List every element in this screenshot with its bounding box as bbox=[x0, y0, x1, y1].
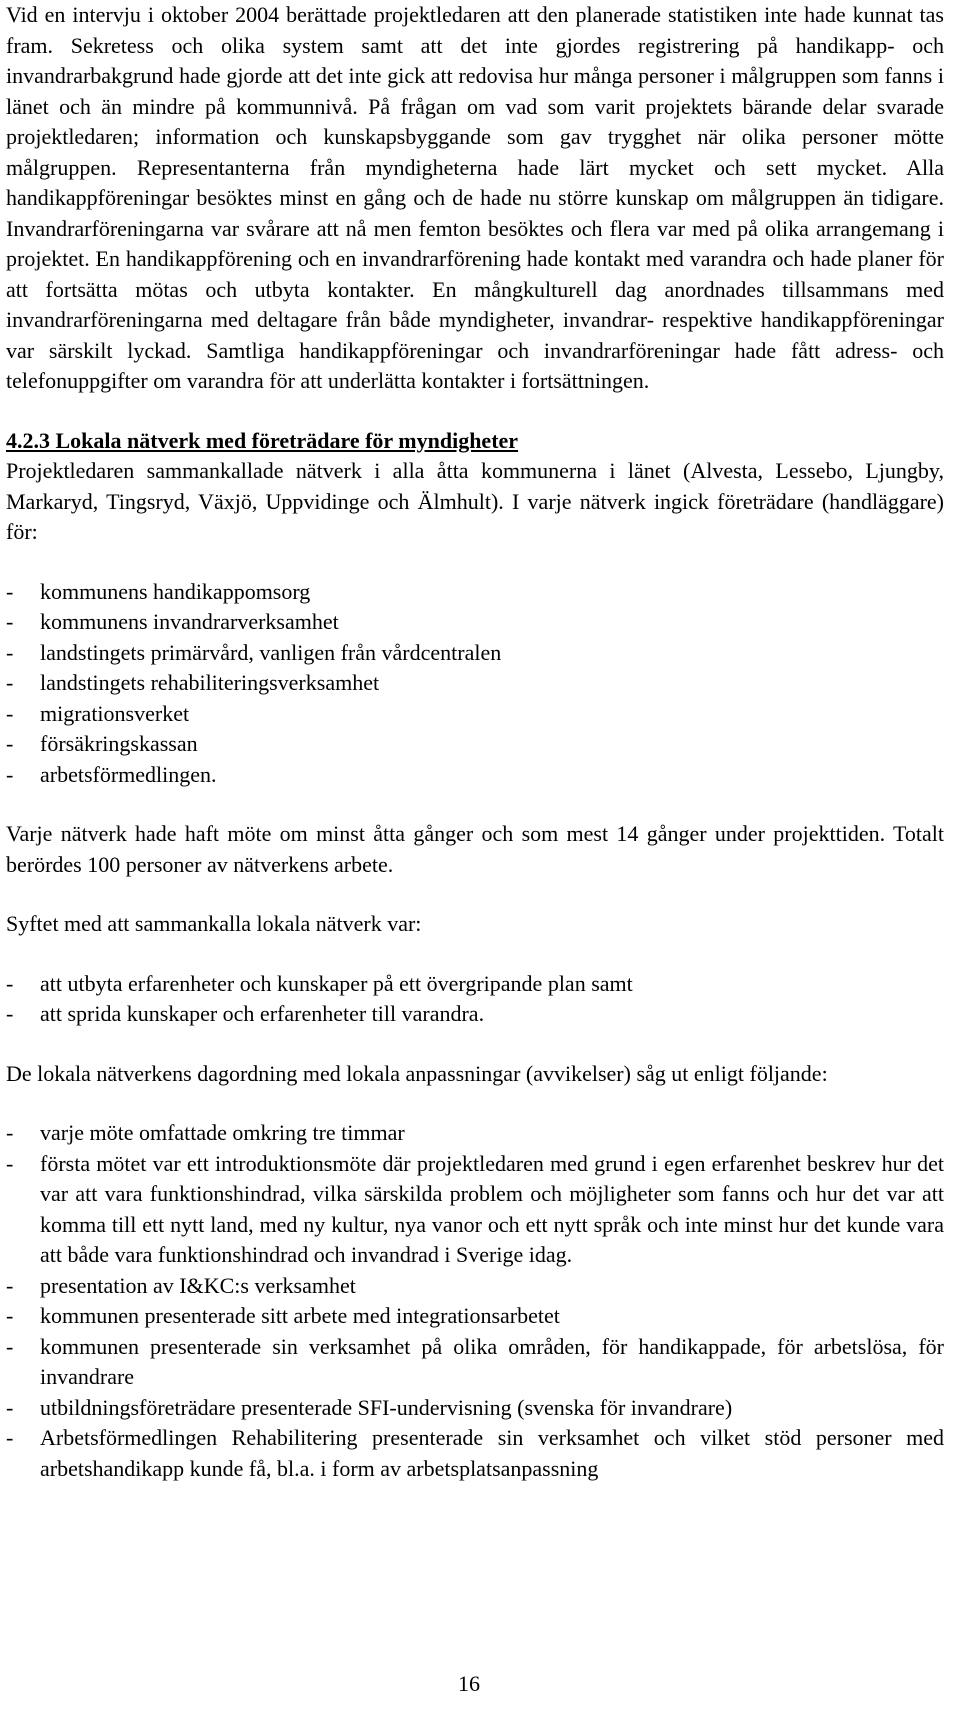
list-item: - kommunens invandrarverksamhet bbox=[6, 609, 339, 634]
list-item: - kommunen presenterade sitt arbete med integrationsarbetet bbox=[6, 1303, 560, 1328]
list-item: - kommunens handikappomsorg bbox=[6, 578, 311, 604]
list-item: - migrationsverket bbox=[6, 700, 190, 726]
list-item: - att utbyta erfarenheter och kunskaper på ett övergripande plan samt bbox=[6, 970, 633, 996]
list-item: - att sprida kunskaper och erfarenheter till varandra. bbox=[6, 1001, 485, 1026]
section-intro: Projektledaren sammankallade nätverk i alla åtta kommunerna i länet (Alvesta, Lessebo, Ljungby, Markaryd, Tingsryd, Växjö, Uppvidinge och Älmhult). I varje nätverk ingick företrädare (handläggare) för: bbox=[6, 458, 944, 544]
list-item: - arbetsförmedlingen. bbox=[6, 761, 217, 787]
purpose-list bbox=[6, 969, 944, 1030]
document-page bbox=[6, 0, 944, 1484]
list-item: - utbildningsföreträdare presenterade SFI-undervisning (svenska för invandrare) bbox=[6, 1394, 733, 1420]
section-title: 4.2.3 Lokala nätverk med företrädare för myndigheter bbox=[6, 427, 519, 453]
list-item: - landstingets rehabiliteringsverksamhet bbox=[6, 670, 380, 695]
list-item: - Arbetsförmedlingen Rehabilitering presenterade sin verksamhet och vilket stöd personer med arbetshandikapp kunde få, bl.a. i form av arbetsplatsanpassning bbox=[6, 1425, 944, 1481]
meetings-paragraph: Varje nätverk hade haft möte om minst åtta gånger och som mest 14 gånger under projekttiden. Totalt berördes 100 personer av nätverkens arbete. bbox=[6, 821, 944, 877]
list-item: - presentation av I&KC:s verksamhet bbox=[6, 1272, 356, 1298]
list-item: - varje möte omfattade omkring tre timmar bbox=[6, 1120, 405, 1145]
list-item: - kommunen presenterade sin verksamhet på olika områden, för handikappade, för arbetslösa, för invandrare bbox=[6, 1333, 944, 1389]
list-item: - landstingets primärvård, vanligen från vårdcentralen bbox=[6, 639, 502, 665]
page-number: 16 bbox=[458, 1671, 480, 1696]
purpose-intro: Syftet med att sammankalla lokala nätverk var: bbox=[6, 911, 422, 936]
list-item: - första mötet var ett introduktionsmöte där projektledaren med grund i egen erfarenhet beskrev hur det var att vara funktionshindrad, vilka särskilda problem och möjligheter som fanns och hur det var att komma till ett nytt land, med ny kultur, nya vanor och ett nytt språk och inte minst hur det kunde vara att både vara funktionshindrad och invandrad i Sverige idag. bbox=[6, 1150, 944, 1267]
agenda-list bbox=[6, 1118, 944, 1484]
list-item: - försäkringskassan bbox=[6, 731, 198, 756]
intro-paragraph: Vid en intervju i oktober 2004 berättade projektledaren att den planerade statistiken inte hade kunnat tas fram. Sekretess och olika system samt att det inte gjordes registrering på handikapp- och invandrarbakgrund hade gjorde att det inte gick att redovisa hur många personer i målgruppen som fanns i länet och än mindre på kommunnivå. På frågan om vad som varit projektets bärande delar svarade projektledaren; information och kunskapsbyggande som gav trygghet när olika personer mötte målgruppen. Representanterna från myndigheterna hade lärt mycket och sett mycket. Alla handikappföreningar besöktes minst en gång och de hade nu större kunskap om målgruppen än tidigare. Invandrarföreningarna var svårare att nå men femton besöktes och flera var med på olika arrangemang i projektet. En handikappförening och en invandrarförening hade kontakt med varandra och hade planer för att fortsätta mötas och utbyta kontakter. En mångkulturell dag anordnades tillsammans med invandrarföreningarna med deltagare från både myndigheter, invandrar- respektive handikappföreningar var särskilt lyckad. Samtliga handikappföreningar och invandrarföreningar hade fått adress- och telefonuppgifter om varandra för att underlätta kontakter i fortsättningen. bbox=[6, 2, 944, 393]
representatives-list bbox=[6, 577, 944, 791]
agenda-intro: De lokala nätverkens dagordning med lokala anpassningar (avvikelser) såg ut enligt följande: bbox=[6, 1060, 828, 1086]
